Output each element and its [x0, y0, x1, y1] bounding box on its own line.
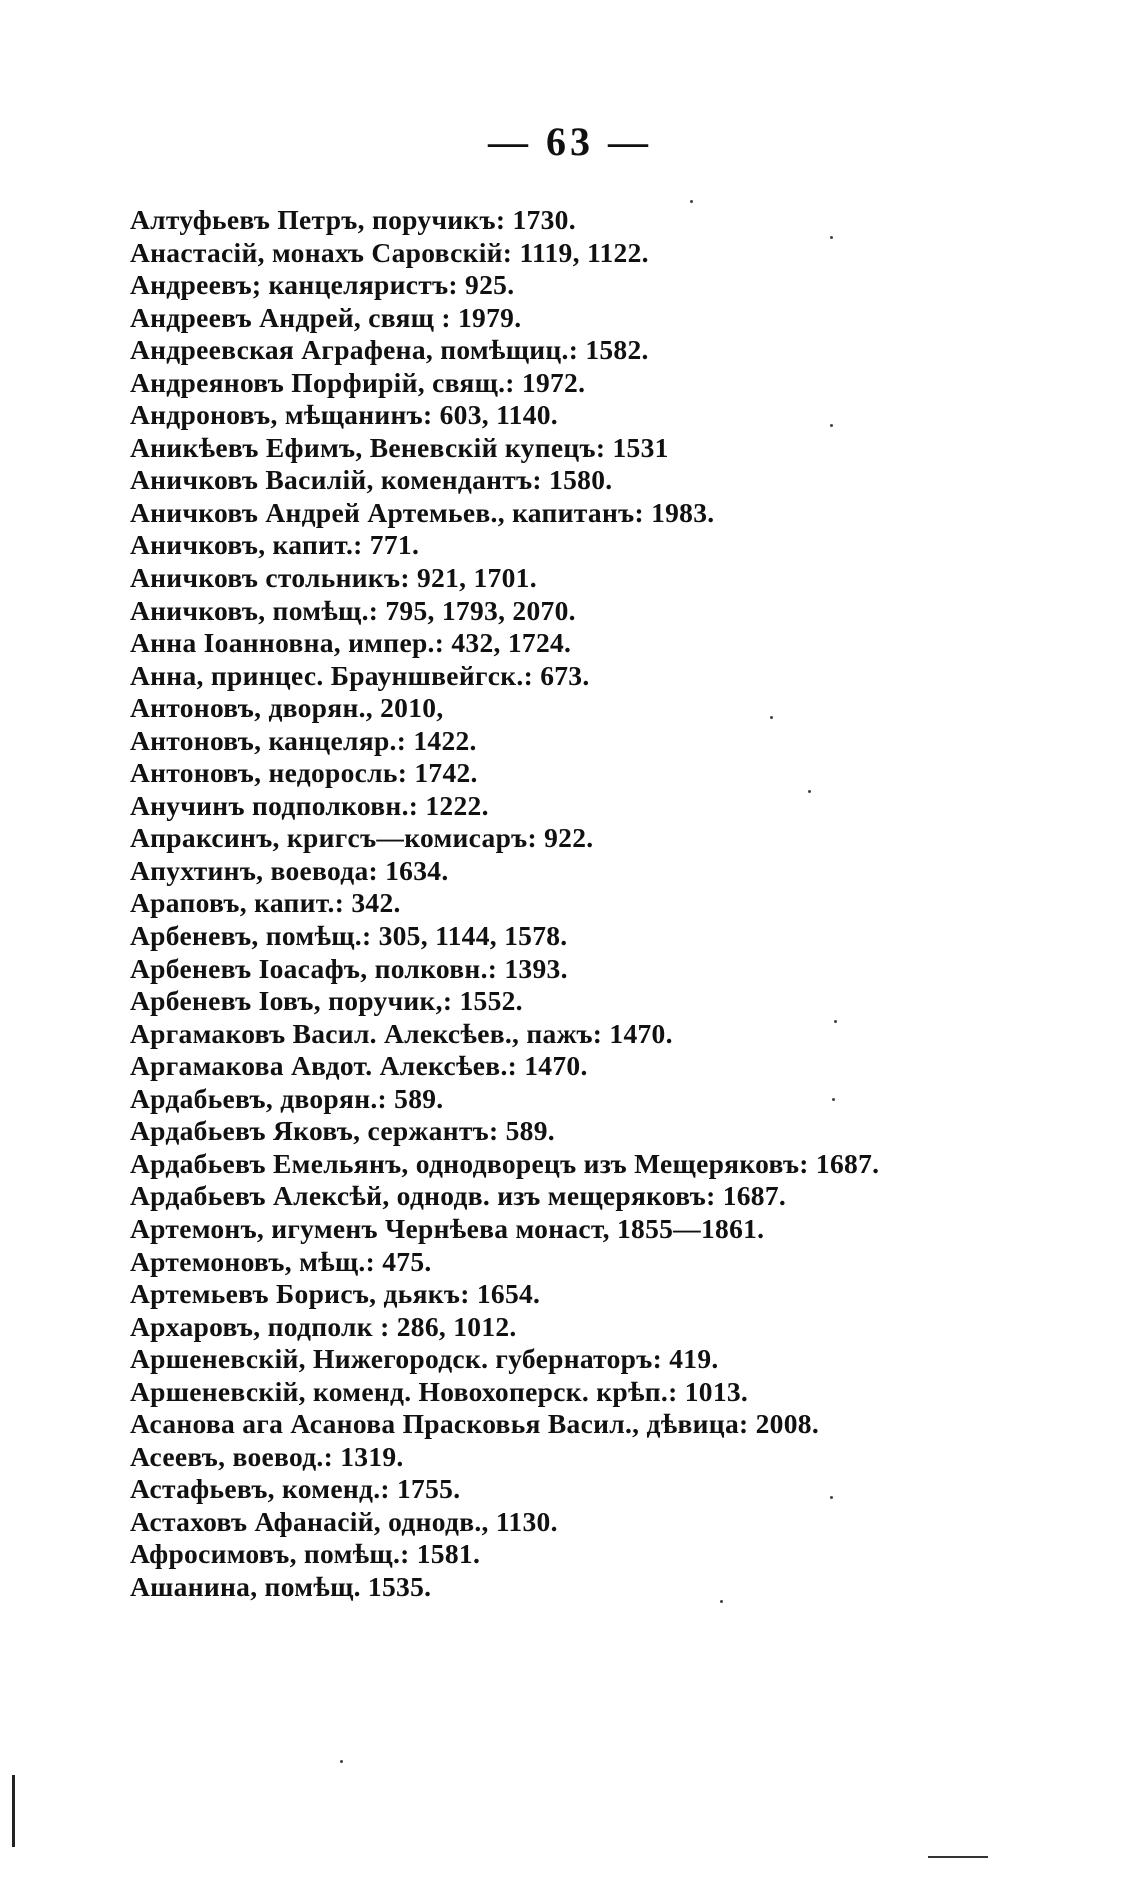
index-entry: Ардабьевъ Алексѣй, однодв. изъ мещеряковъ: 1687.: [130, 1180, 787, 1212]
scan-speck: [830, 424, 833, 427]
scan-speck: [832, 1098, 835, 1101]
scan-speck: [720, 1600, 723, 1603]
index-entry: Ардабьевъ, дворян.: 589.: [130, 1082, 444, 1114]
index-entry: Афросимовъ, помѣщ.: 1581.: [130, 1538, 481, 1570]
index-entry: Андреяновъ Порфирiй, свящ.: 1972.: [130, 366, 586, 398]
index-entry: Аникѣевъ Ефимъ, Веневскiй купецъ: 1531: [130, 431, 669, 463]
index-entry: Артемоновъ, мѣщ.: 475.: [130, 1245, 432, 1277]
page-number: — 63 —: [488, 119, 652, 164]
index-entry: Аргамаковъ Васил. Алексѣев., пажъ: 1470.: [130, 1017, 673, 1049]
index-entry: Асанова ага Асанова Прасковья Васил., дѣвица: 2008.: [130, 1408, 820, 1440]
index-entry: Аршеневскiй, Нижегородск. губернаторъ: 419.: [130, 1343, 719, 1375]
index-entry: Астаховъ Афанасiй, однодв., 1130.: [130, 1505, 558, 1537]
index-entry: Архаровъ, подполк : 286, 1012.: [130, 1310, 517, 1342]
index-entry: Аршеневскiй, коменд. Новохоперск. крѣп.: 1013.: [130, 1375, 749, 1407]
scan-speck: [830, 1496, 833, 1499]
index-entry: Аргамакова Авдот. Алексѣев.: 1470.: [130, 1050, 588, 1082]
index-entry: Андреевъ; канцеляристъ: 925.: [130, 269, 515, 301]
index-entry: Арбеневъ Iовъ, поручик,: 1552.: [130, 985, 523, 1017]
index-entry: Апраксинъ, кригсъ—комисаръ: 922.: [130, 822, 594, 854]
index-entry: Ардабьевъ Емельянъ, однодворецъ изъ Мещеряковъ: 1687.: [130, 1147, 880, 1179]
margin-rule: [12, 1775, 15, 1847]
scan-speck: [340, 1760, 343, 1763]
index-entry: Ардабьевъ Яковъ, сержантъ: 589.: [130, 1115, 555, 1147]
index-entry: Астафьевъ, коменд.: 1755.: [130, 1473, 461, 1505]
index-entry: Арбеневъ, помѣщ.: 305, 1144, 1578.: [130, 920, 568, 952]
index-entry: Апухтинъ, воевода: 1634.: [130, 854, 449, 886]
index-entry: Антоновъ, дворян., 2010,: [130, 692, 444, 724]
index-entry: Асеевъ, воевод.: 1319.: [130, 1440, 404, 1472]
index-entry: Алтуфьевъ Петръ, поручикъ: 1730.: [130, 204, 576, 235]
index-entries: [130, 204, 1030, 1604]
index-entry: Артемонъ, игуменъ Чернѣева монаст, 1855—1861.: [130, 1212, 765, 1244]
scan-speck: [808, 790, 811, 793]
index-entry: Анастасiй, монахъ Саровскiй: 1119, 1122.: [130, 236, 649, 268]
index-entry: Аничковъ, помѣщ.: 795, 1793, 2070.: [130, 594, 576, 626]
scan-speck: [770, 716, 773, 719]
index-entry: Арбеневъ Iоасафъ, полковн.: 1393.: [130, 952, 568, 984]
scan-speck: [690, 200, 693, 203]
scan-speck: [830, 236, 833, 239]
index-entry: Аничковъ Андрей Артемьев., капитанъ: 1983.: [130, 496, 715, 528]
index-entry: Аничковъ Василiй, комендантъ: 1580.: [130, 464, 613, 496]
scan-speck: [834, 1020, 837, 1023]
index-entry: Андреевская Аграфена, помѣщиц.: 1582.: [130, 334, 649, 366]
index-entry: Анна, принцес. Брауншвейгск.: 673.: [130, 659, 590, 691]
index-entry: Артемьевъ Борисъ, дьякъ: 1654.: [130, 1278, 541, 1310]
index-entry: Антоновъ, канцеляр.: 1422.: [130, 724, 477, 756]
index-entry: Аничковъ стольникъ: 921, 1701.: [130, 562, 537, 594]
index-entry: Андреевъ Андрей, свящ : 1979.: [130, 301, 522, 333]
index-entry: Анучинъ подполковн.: 1222.: [130, 789, 489, 821]
index-entry: Антоновъ, недоросль: 1742.: [130, 757, 478, 789]
index-entry: Андроновъ, мѣщанинъ: 603, 1140.: [130, 399, 558, 431]
index-entry: Анна Iоанновна, импер.: 432, 1724.: [130, 627, 572, 659]
index-entry: Ашанина, помѣщ. 1535.: [130, 1570, 432, 1602]
bottom-rule: [928, 1856, 988, 1858]
index-entry: Аничковъ, капит.: 771.: [130, 529, 420, 561]
index-entry: Араповъ, капит.: 342.: [130, 887, 401, 919]
